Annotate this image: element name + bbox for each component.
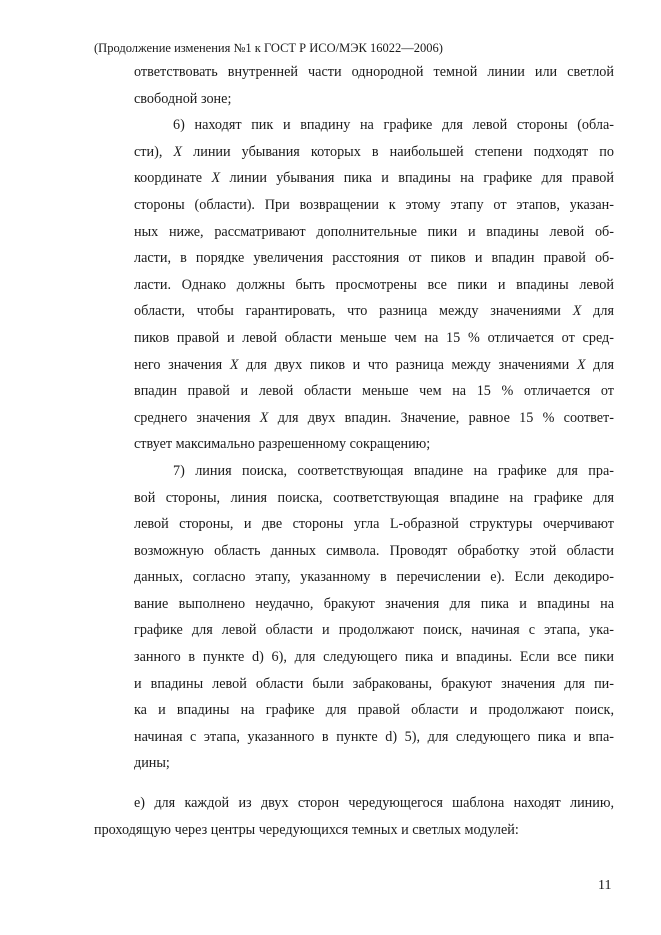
text-line: среднего значения X для двух впадин. Значение, равное 15 % соответ- [134,409,614,426]
text-line: возможную область данных символа. Проводят обработку этой области [134,542,614,559]
text-line: сти), X линии убывания которых в наибольшей степени подходят по [134,143,614,160]
text-line: пиков правой и левой области меньше чем на 15 % отличается от сред- [134,329,614,346]
text-line: левой стороны, и две стороны угла L-образной структуры очерчивают [134,516,614,533]
final-paragraph [94,790,614,843]
text-line: начиная с этапа, указанного в пункте d) 5), для следующего пика и впа- [134,728,614,745]
page-number: 11 [598,878,612,893]
text-line: дины; [134,755,170,772]
text-line: ных ниже, рассматривают дополнительные пики и впадины левой об- [134,223,614,240]
text-line: занного в пункте d) 6), для следующего пика и впадины. Если все пики [134,649,614,666]
text-line: ка и впадины на графике для правой области и продолжают поиск, [134,702,614,719]
text-line: и впадины левой области были забракованы, бракуют значения для пи- [134,675,614,692]
text-line: координате X линии убывания пика и впадины на графике для правой [134,170,614,187]
text-line: ласти. Однако должны быть просмотрены все пики и впадины левой [134,276,614,293]
text-line: области, чтобы гарантировать, что разница между значениями X для [134,303,615,320]
text-line: е) для каждой из двух сторон чередующегося шаблона находят линию, [134,795,614,811]
text-line: свободной зоне; [134,90,232,107]
text-line: графике для левой области и продолжают поиск, начиная с этапа, ука- [134,622,614,639]
text-line: стороны (области). При возвращении к этому этапу от этапов, указан- [134,196,614,213]
text-line: вание выполнено неудачно, бракуют значения для пика и впадины на [134,595,614,612]
text-line: ствует максимально разрешенному сокращению; [134,436,431,453]
text-line: вой стороны, линия поиска, соответствующая впадине на графике для [134,489,614,506]
text-line: проходящую через центры чередующихся темных и светлых модулей: [94,821,519,838]
text-line: ласти, в порядке увеличения расстояния от пиков и впадин правой об- [134,250,614,267]
text-line: ответствовать внутренней части однородной темной линии или светлой [134,64,614,80]
text-line: впадин правой и левой области меньше чем на 15 % отличается от [134,383,614,400]
main-text [134,59,614,777]
text-line: данных, согласно этапу, указанному в перечислении е). Если декодиро- [134,569,614,586]
page-header: (Продолжение изменения №1 к ГОСТ Р ИСО/МЭК 16022—2006) [94,41,443,55]
text-line: него значения X для двух пиков и что разница между значениями X для [134,356,614,373]
text-line: 6) находят пик и впадину на графике для левой стороны (обла- [173,117,614,134]
text-line: 7) линия поиска, соответствующая впадине на графике для пра- [173,462,614,479]
